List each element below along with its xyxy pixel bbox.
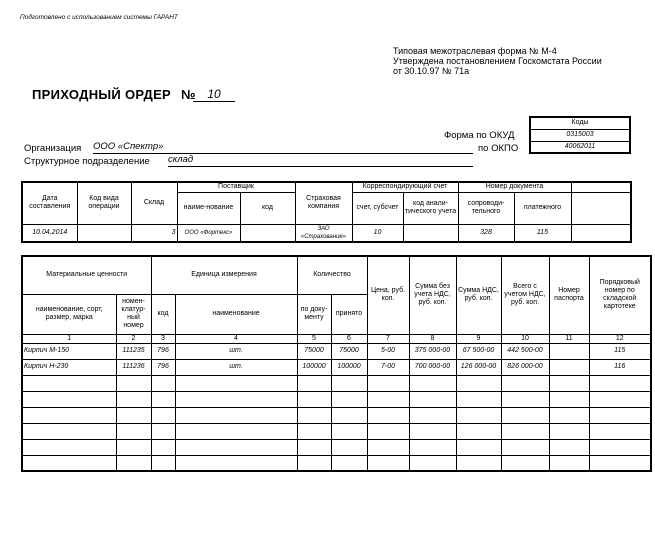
h-price: Цена, руб. коп. [367,256,409,334]
row-vat[interactable]: 126 000-00 [456,359,501,375]
col-num: 9 [456,334,501,343]
r-wh[interactable]: 3 [131,224,177,242]
row-name[interactable]: Кирпич Н-230 [22,359,116,375]
r-analytic[interactable] [403,224,458,242]
h-total: Всего с учетом НДС, руб. коп. [501,256,549,334]
r-payment[interactable]: 115 [514,224,571,242]
okud-label: Форма по ОКУД [444,130,515,141]
col-num: 3 [151,334,175,343]
row-card[interactable]: 115 [589,343,651,359]
codes-table [529,116,631,154]
r-date[interactable]: 10.04.2014 [22,224,77,242]
page-title-text: ПРИХОДНЫЙ ОРДЕР [32,87,172,102]
table-row-empty[interactable] [22,439,651,455]
okpo-label: по ОКПО [478,143,519,154]
row-price[interactable]: 7-00 [367,359,409,375]
r-sup-code[interactable] [240,224,295,242]
h-analytic: код анали-тического учета [403,192,458,224]
h-material: Материальные ценности [22,256,151,294]
row-code[interactable]: 796 [151,359,175,375]
table-row[interactable] [22,359,651,375]
h-supplier: Поставщик [177,182,295,192]
row-bydoc[interactable]: 75000 [297,343,331,359]
form-header [393,46,602,76]
row-sum-novat[interactable]: 375 000-00 [409,343,456,359]
r-op[interactable] [77,224,131,242]
h-wh: Склад [131,182,177,224]
col-num: 7 [367,334,409,343]
col-num: 6 [331,334,367,343]
order-no-label: № [180,87,196,102]
h-corr: Корреспондирующий счет [352,182,458,192]
row-total[interactable]: 826 000-00 [501,359,549,375]
h-passport: Номер паспорта [549,256,589,334]
h-op: Код вида операции [77,182,131,224]
table-row-empty[interactable] [22,407,651,423]
h-payment: платежного [514,192,571,224]
row-price[interactable]: 5-00 [367,343,409,359]
row-total[interactable]: 442 500-00 [501,343,549,359]
col-num: 8 [409,334,456,343]
r-accomp[interactable]: 328 [458,224,514,242]
dept-field[interactable]: склад [168,154,473,167]
h-account: счет, субсчет [352,192,403,224]
row-passport[interactable] [549,343,589,359]
col-num: 10 [501,334,549,343]
h-bydoc: по доку-менту [297,294,331,334]
dept-label: Структурное подразделение [24,156,150,167]
col-num: 1 [22,334,116,343]
table-row-empty[interactable] [22,423,651,439]
table-row-empty[interactable] [22,391,651,407]
h-unitname: наименование [175,294,297,334]
h-card: Порядковый номер по складской картотеке [589,256,651,334]
table-row-empty[interactable] [22,455,651,471]
col-num: 5 [297,334,331,343]
h-nomen: номен-клатур-ный номер [116,294,151,334]
form-header-line2: Утверждена постановлением Госкомстата России [393,56,602,66]
h-sup-code: код [240,192,295,224]
r-sup-name[interactable]: ООО «Фортекс» [177,224,240,242]
col-num: 2 [116,334,151,343]
row-name[interactable]: Кирпич М-150 [22,343,116,359]
col-num: 12 [589,334,651,343]
col-num: 4 [175,334,297,343]
row-card[interactable]: 116 [589,359,651,375]
table-row-empty[interactable] [22,375,651,391]
h-docno: Номер документа [458,182,571,192]
h-insurer: Страховая компания [295,182,352,224]
h-unit: Единица измерения [151,256,297,294]
h-vat: Сумма НДС, руб. коп. [456,256,501,334]
r-insurer[interactable]: ЗАО «Страхование» [295,224,352,242]
row-bydoc[interactable]: 100000 [297,359,331,375]
org-field[interactable]: ООО «Спектр» [93,141,473,154]
r-account[interactable]: 10 [352,224,403,242]
h-accepted: принято [331,294,367,334]
order-number[interactable]: 10 [193,87,235,102]
h-name: наименование, сорт, размер, марка [22,294,116,334]
source-note: Подготовлено с использованием системы ГАРАНТ [20,14,178,21]
row-passport[interactable] [549,359,589,375]
h-date: Дата составления [22,182,77,224]
items-table [21,255,652,472]
row-code[interactable]: 796 [151,343,175,359]
page-title [32,87,196,102]
h-accomp: сопроводи-тельного [458,192,514,224]
header-table [21,181,632,243]
okud-code[interactable]: 0315003 [530,129,630,141]
row-vat[interactable]: 67 500-00 [456,343,501,359]
column-numbers-row [22,334,651,343]
form-header-line1: Типовая межотраслевая форма № М-4 [393,46,557,56]
row-unit[interactable]: шт. [175,343,297,359]
codes-header: Коды [530,117,630,129]
okpo-code[interactable]: 40062011 [530,141,630,153]
row-nomen[interactable]: 111236 [116,359,151,375]
h-qty: Количество [297,256,367,294]
row-unit[interactable]: шт. [175,359,297,375]
table-row[interactable] [22,343,651,359]
form-header-line3: от 30.10.97 № 71а [393,66,470,76]
row-sum-novat[interactable]: 700 000-00 [409,359,456,375]
h-sum-novat: Сумма без учета НДС, руб. коп. [409,256,456,334]
row-accepted[interactable]: 100000 [331,359,367,375]
row-nomen[interactable]: 111235 [116,343,151,359]
h-code: код [151,294,175,334]
col-num: 11 [549,334,589,343]
h-sup-name: наиме-нование [177,192,240,224]
org-label: Организация [24,143,82,154]
row-accepted[interactable]: 75000 [331,343,367,359]
